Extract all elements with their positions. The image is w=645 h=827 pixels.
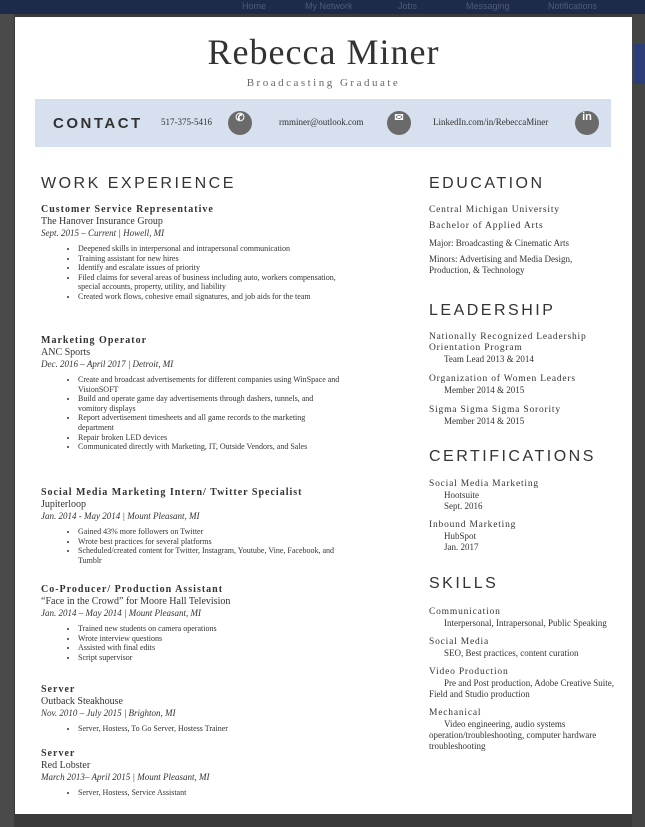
- skill-item: [429, 667, 629, 700]
- job-dates: Jan. 2014 – May 2014 | Mount Pleasant, MI: [41, 608, 201, 618]
- skill-item: [429, 607, 629, 629]
- skill-detail: SEO, Best practices, content curation: [444, 648, 579, 658]
- linkedin-url[interactable]: LinkedIn.com/in/RebeccaMiner: [433, 117, 549, 127]
- job-bullets: [41, 724, 341, 734]
- background-nav-item: Jobs: [398, 1, 418, 11]
- resume-document: [15, 17, 632, 814]
- skill-name: Video Production: [429, 667, 509, 677]
- education-minors: Minors: Advertising and Media Design, Production, & Technology: [429, 254, 573, 275]
- education-school: Central Michigan University: [429, 205, 560, 215]
- education-heading: EDUCATION: [429, 175, 545, 192]
- background-nav: [0, 0, 645, 14]
- job-company: ANC Sports: [41, 347, 91, 358]
- job-entry: [41, 684, 341, 734]
- leadership-detail: Team Lead 2013 & 2014: [444, 354, 534, 364]
- job-dates: Nov. 2010 – July 2015 | Brighton, MI: [41, 708, 176, 718]
- skills-heading: SKILLS: [429, 575, 499, 592]
- skill-name: Social Media: [429, 637, 489, 647]
- job-bullet: • Communicated directly with Marketing, IT, Outside Vendors, and Sales: [78, 442, 341, 452]
- job-entry: [41, 487, 341, 565]
- leadership-name: Sigma Sigma Sigma Sorority: [429, 405, 561, 415]
- job-bullet: • Scheduled/created content for Twitter, Instagram, Youtube, Vine, Facebook, and Tumblr: [78, 546, 341, 565]
- skill-item: [429, 637, 629, 659]
- leadership-section: [429, 332, 629, 427]
- job-entry: [41, 335, 341, 452]
- job-entry: [41, 584, 341, 662]
- job-bullet: • Training assistant for new hires: [78, 254, 341, 264]
- skills-section: [429, 607, 629, 752]
- contact-band: [35, 99, 611, 147]
- job-bullet: • Report advertisement timesheets and all game records to the marketing department: [78, 413, 341, 432]
- job-company: “Face in the Crowd” for Moore Hall Television: [41, 596, 231, 607]
- skill-name: Communication: [429, 607, 501, 617]
- background-nav-item: Notifications: [548, 1, 598, 11]
- job-bullet: • Assisted with final edits: [78, 643, 341, 653]
- job-bullet: • Filed claims for several areas of business including auto, workers compensation, special accounts, property, utility, and liability: [78, 273, 341, 292]
- job-title: Marketing Operator: [41, 335, 148, 346]
- leadership-item: [429, 405, 629, 427]
- job-bullet: • Gained 43% more followers on Twitter: [78, 527, 341, 537]
- job-bullets: [41, 624, 341, 662]
- skill-item: [429, 708, 629, 752]
- leadership-name: Organization of Women Leaders: [429, 374, 576, 384]
- job-bullets: [41, 244, 341, 302]
- certification-org: HubSpot: [444, 531, 477, 541]
- job-title: Server: [41, 748, 76, 759]
- job-dates: Dec. 2016 – April 2017 | Detroit, MI: [41, 359, 174, 369]
- job-company: Red Lobster: [41, 760, 91, 771]
- resume-name: Rebecca Miner: [207, 32, 440, 72]
- background-right-panel: [632, 14, 645, 827]
- background-left-panel: [0, 14, 14, 827]
- job-bullet: • Wrote interview questions: [78, 634, 341, 644]
- certifications-heading: CERTIFICATIONS: [429, 448, 596, 465]
- job-bullets: [41, 375, 341, 452]
- skill-detail: Interpersonal, Intrapersonal, Public Speaking: [444, 618, 607, 628]
- certification-item: [429, 479, 629, 512]
- job-bullet: • Identify and escalate issues of priority: [78, 263, 341, 273]
- phone-icon: ✆: [228, 111, 252, 135]
- contact-heading: CONTACT: [53, 115, 143, 132]
- skill-detail: Video engineering, audio systems operation/troubleshooting, computer hardware troubleshooting: [429, 719, 597, 751]
- background-nav-item: My Network: [305, 1, 353, 11]
- linkedin-icon: in: [575, 111, 599, 135]
- certification-date: Jan. 2017: [444, 542, 479, 552]
- education-degree: Bachelor of Applied Arts: [429, 221, 544, 231]
- phone-number: 517-375-5416: [161, 117, 212, 127]
- job-bullet: • Create and broadcast advertisements for different companies using WinSpace and VisionSOFT: [78, 375, 341, 394]
- certification-name: Social Media Marketing: [429, 479, 539, 489]
- job-bullets: [41, 788, 341, 798]
- job-title: Server: [41, 684, 76, 695]
- job-bullet: • Server, Hostess, Service Assistant: [78, 788, 341, 798]
- job-title: Social Media Marketing Intern/ Twitter Specialist: [41, 487, 303, 498]
- job-bullet: • Script supervisor: [78, 653, 341, 663]
- job-bullet: • Build and operate game day advertisements through dashers, tunnels, and vomitory displays: [78, 394, 341, 413]
- job-dates: March 2013– April 2015 | Mount Pleasant, MI: [41, 772, 210, 782]
- job-company: Outback Steakhouse: [41, 696, 123, 707]
- certifications-section: [429, 479, 629, 553]
- job-company: Jupiterloop: [41, 499, 86, 510]
- certification-item: [429, 520, 629, 553]
- work-experience-heading: WORK EXPERIENCE: [41, 175, 236, 192]
- education-major: Major: Broadcasting & Cinematic Arts: [429, 238, 569, 248]
- certification-org: Hootsuite: [444, 490, 479, 500]
- job-bullet: • Deepened skills in interpersonal and intrapersonal communication: [78, 244, 341, 254]
- job-title: Co-Producer/ Production Assistant: [41, 584, 224, 595]
- leadership-item: [429, 374, 629, 396]
- job-entry: [41, 748, 341, 798]
- leadership-detail: Member 2014 & 2015: [444, 416, 525, 426]
- job-bullet: • Repair broken LED devices: [78, 433, 341, 443]
- job-bullets: [41, 527, 341, 565]
- certification-name: Inbound Marketing: [429, 520, 517, 530]
- skill-name: Mechanical: [429, 708, 482, 718]
- certification-date: Sept. 2016: [444, 501, 483, 511]
- background-tab: [634, 44, 645, 84]
- leadership-item: [429, 332, 629, 365]
- job-bullet: • Wrote best practices for several platforms: [78, 537, 341, 547]
- envelope-icon: ✉: [387, 111, 411, 135]
- job-bullet: • Created work flows, cohesive email signatures, and job aids for the team: [78, 292, 341, 302]
- resume-subtitle: Broadcasting Graduate: [246, 77, 401, 89]
- leadership-name: Nationally Recognized Leadership Orientation Program: [429, 332, 587, 353]
- job-dates: Jan. 2014 - May 2014 | Mount Pleasant, MI: [41, 511, 200, 521]
- leadership-detail: Member 2014 & 2015: [444, 385, 525, 395]
- job-company: The Hanover Insurance Group: [41, 216, 163, 227]
- job-dates: Sept. 2015 – Current | Howell, MI: [41, 228, 165, 238]
- skill-detail: Pre and Post production, Adobe Creative Suite, Field and Studio production: [429, 678, 614, 699]
- education-section: [429, 205, 629, 276]
- job-entry: [41, 204, 341, 302]
- leadership-heading: LEADERSHIP: [429, 302, 556, 319]
- email-address[interactable]: rmminer@outlook.com: [279, 117, 364, 127]
- job-bullet: • Trained new students on camera operations: [78, 624, 341, 634]
- background-nav-item: Messaging: [466, 1, 510, 11]
- job-bullet: • Server, Hostess, To Go Server, Hostess Trainer: [78, 724, 341, 734]
- job-title: Customer Service Representative: [41, 204, 214, 215]
- background-nav-item: Home: [242, 1, 267, 11]
